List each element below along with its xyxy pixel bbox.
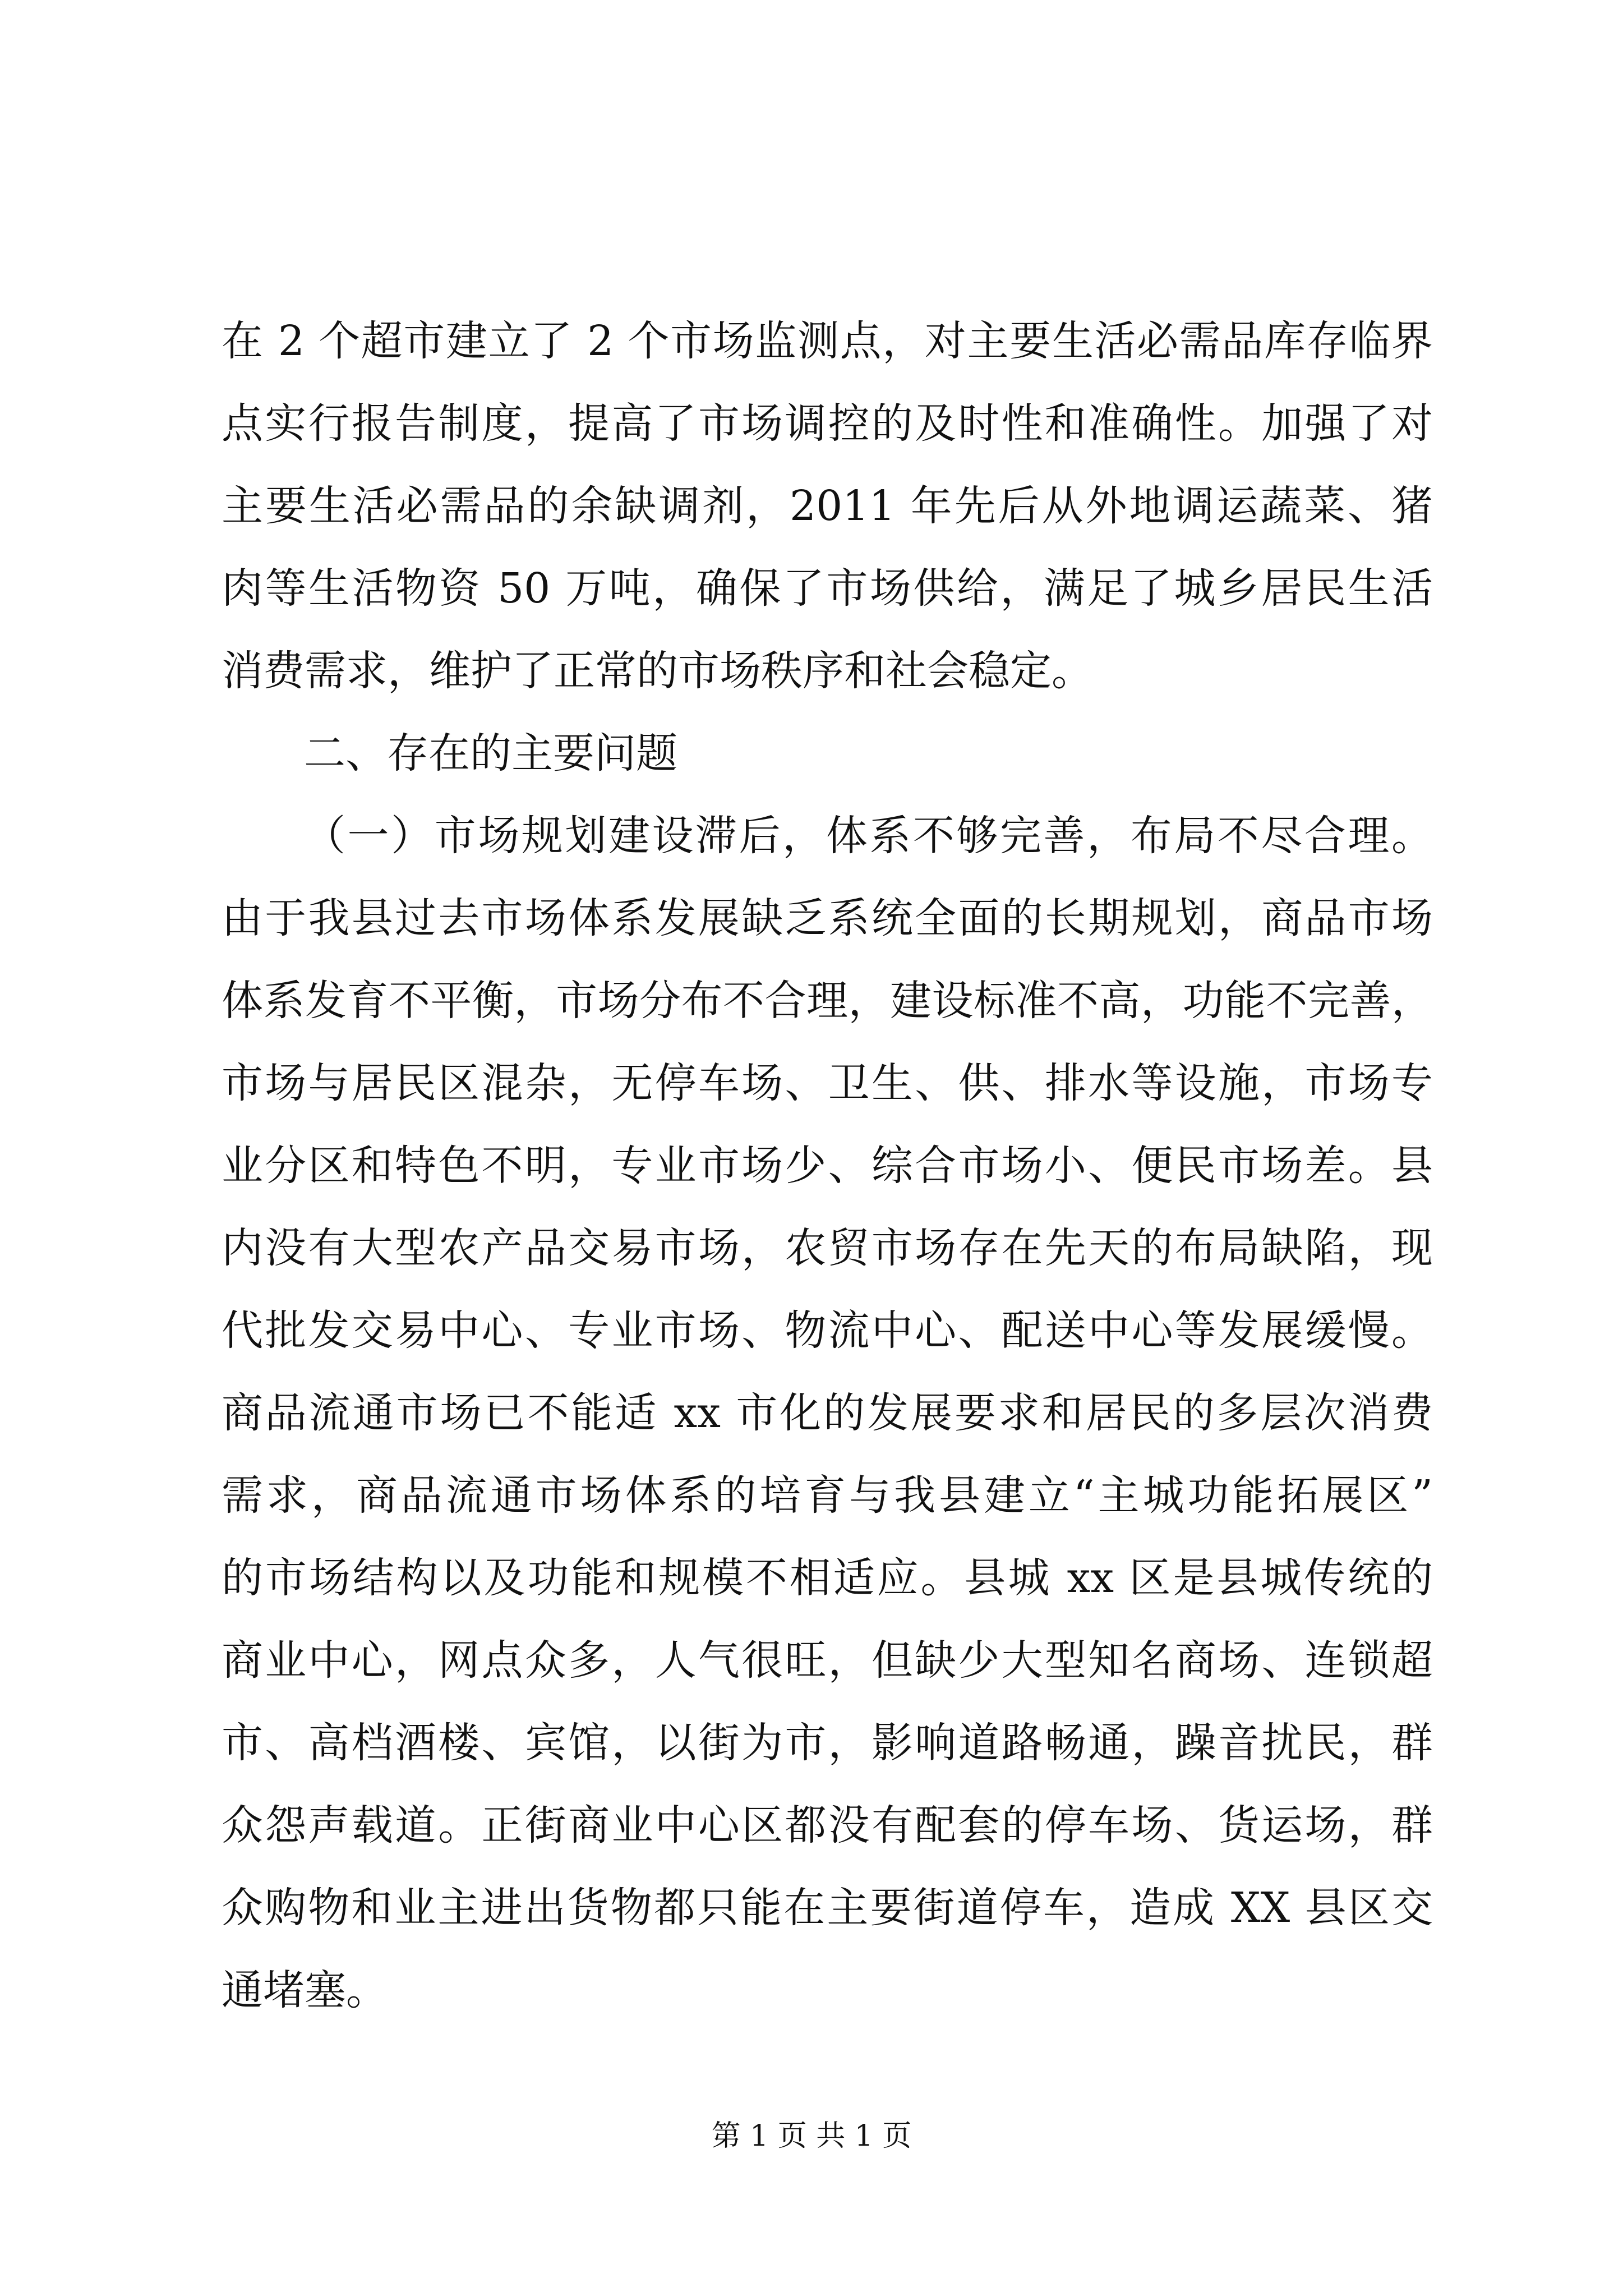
body-text-line: 需求，商品流通市场体系的培育与我县建立“主城功能拓展区” [222, 1471, 1433, 1520]
body-text-line: 主要生活必需品的余缺调剂，2011 年先后从外地调运蔬菜、猪 [222, 482, 1433, 530]
body-text-line: 代批发交易中心、专业市场、物流中心、配送中心等发展缓慢。 [222, 1306, 1433, 1355]
subsection-heading: （一）市场规划建设滞后，体系不够完善，布局不尽合理。 [304, 812, 1433, 860]
body-text-line: 众怨声载道。正街商业中心区都没有配套的停车场、货运场，群 [222, 1801, 1433, 1849]
body-text-line: 通堵塞。 [222, 1966, 388, 2014]
body-text-line: 市场与居民区混杂，无停车场、卫生、供、排水等设施，市场专 [222, 1059, 1433, 1107]
body-text-line: 肉等生活物资 50 万吨，确保了市场供给，满足了城乡居民生活 [222, 564, 1433, 613]
body-text-line: 点实行报告制度，提高了市场调控的及时性和准确性。加强了对 [222, 399, 1433, 448]
body-text-line: 在 2 个超市建立了 2 个市场监测点，对主要生活必需品库存临界 [222, 317, 1433, 365]
body-text-line: 业分区和特色不明，专业市场少、综合市场小、便民市场差。县 [222, 1142, 1433, 1190]
body-text-line: 的市场结构以及功能和规模不相适应。县城 xx 区是县城传统的 [222, 1554, 1433, 1602]
body-text-line: 体系发育不平衡，市场分布不合理，建设标准不高，功能不完善， [222, 977, 1433, 1025]
body-text-line: 消费需求，维护了正常的市场秩序和社会稳定。 [222, 647, 1093, 695]
body-text-line: 市、高档酒楼、宾馆，以街为市，影响道路畅通，躁音扰民，群 [222, 1719, 1433, 1767]
body-text-line: 由于我县过去市场体系发展缺乏系统全面的长期规划，商品市场 [222, 894, 1433, 942]
body-text-line: 商业中心，网点众多，人气很旺，但缺少大型知名商场、连锁超 [222, 1636, 1433, 1685]
page-footer: 第 1 页 共 1 页 [711, 2119, 912, 2153]
body-text-line: 内没有大型农产品交易市场，农贸市场存在先天的布局缺陷，现 [222, 1224, 1433, 1272]
body-text-line: 众购物和业主进出货物都只能在主要街道停车，造成 XX 县区交 [222, 1884, 1433, 1932]
section-heading: 二、存在的主要问题 [304, 729, 677, 777]
body-text-line: 商品流通市场已不能适 xx 市化的发展要求和居民的多层次消费 [222, 1389, 1433, 1437]
